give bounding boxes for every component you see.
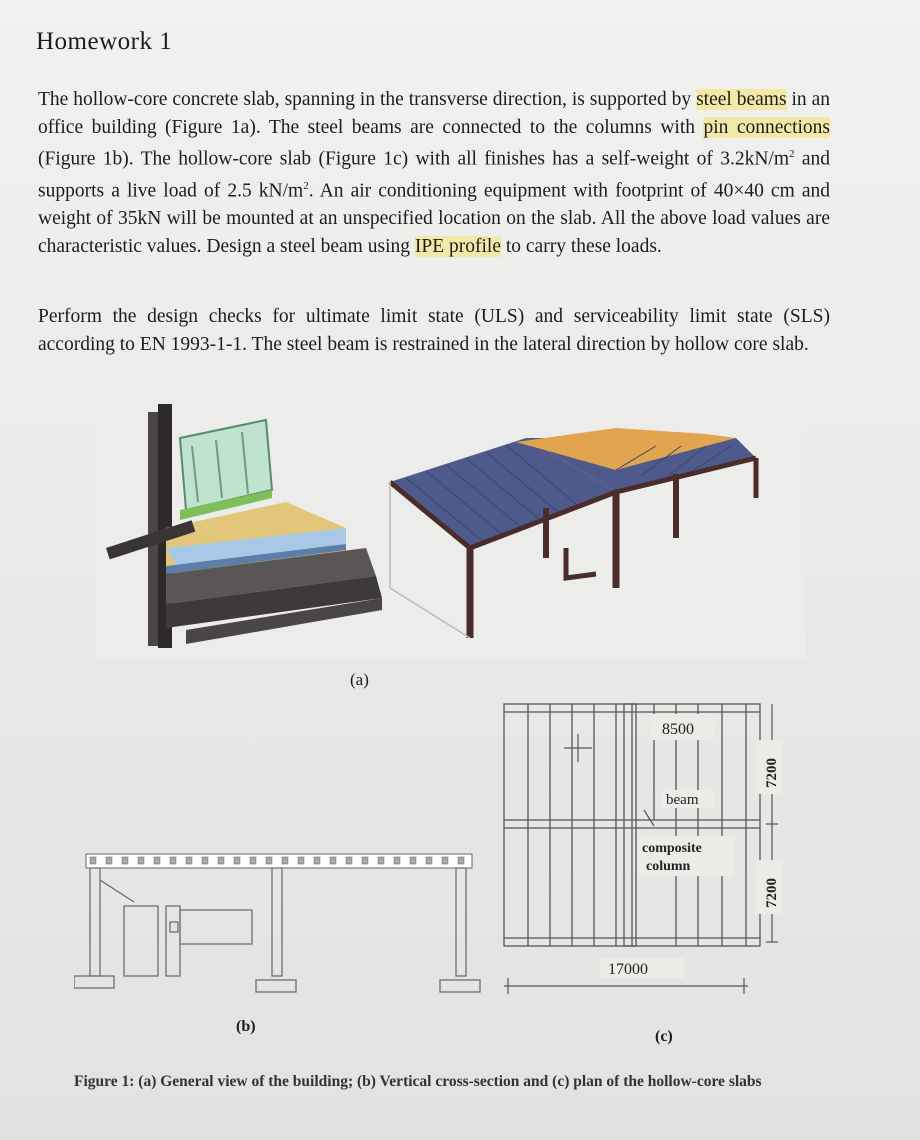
p1-sup-2: 2 xyxy=(303,180,309,193)
plan-beam-label: beam xyxy=(666,792,699,808)
figure-1b-cross-section xyxy=(74,840,504,1000)
plan-dim-right-2: 7200 xyxy=(764,878,780,908)
figure-c-label: (c) xyxy=(655,1028,673,1045)
plan-column-label-1: composite xyxy=(642,841,702,856)
plan-dim-top: 8500 xyxy=(662,721,694,738)
p1-sup-1: 2 xyxy=(789,148,795,161)
p1-text-a: The hollow-core concrete slab, spanning in the transverse direction, is supported by xyxy=(38,89,697,110)
highlight-steel-beams: steel beams xyxy=(696,89,787,110)
design-checks-paragraph: Perform the design checks for ultimate limit state (ULS) and serviceability limit state (SLS) according to EN 1993-1-1. The steel beam is restrained in the lateral direction by hollow core slab. xyxy=(38,306,830,355)
figure-1a-building-view xyxy=(96,398,806,658)
p1-text-d: and supports a live load of 2.5 kN/m xyxy=(38,148,830,202)
p1-text-b: in an office building (Figure 1a). The steel beams are connected to the columns with xyxy=(38,89,830,138)
plan-dim-right-1: 7200 xyxy=(764,758,780,788)
p1-text-c: (Figure 1b). The hollow-core slab (Figure 1c) with all finishes has a self-weight of 3.2kN/m xyxy=(38,148,790,170)
p1-text-e: . An air conditioning equipment with footprint of 40×40 cm and weight of 35kN will be mounted at an unspecified location on the slab. All the above load values are characteristic values. Design a steel beam using xyxy=(38,180,831,257)
page-title: Homework 1 xyxy=(36,28,173,55)
p1-text-f: to carry these loads. xyxy=(500,235,662,257)
highlight-ipe-profile: IPE profile xyxy=(414,235,501,257)
plan-dim-bottom: 17000 xyxy=(608,961,648,978)
figure-caption: Figure 1: (a) General view of the building; (b) Vertical cross-section and (c) plan of the hollow-core slabs xyxy=(74,1073,762,1090)
plan-column-label-2: column xyxy=(646,859,691,874)
highlight-pin-connections: pin connections xyxy=(703,116,830,138)
figure-1c-plan xyxy=(494,690,804,1010)
problem-paragraph xyxy=(38,86,830,261)
figure-b-label: (b) xyxy=(236,1018,256,1035)
figure-a-label: (a) xyxy=(350,670,369,689)
